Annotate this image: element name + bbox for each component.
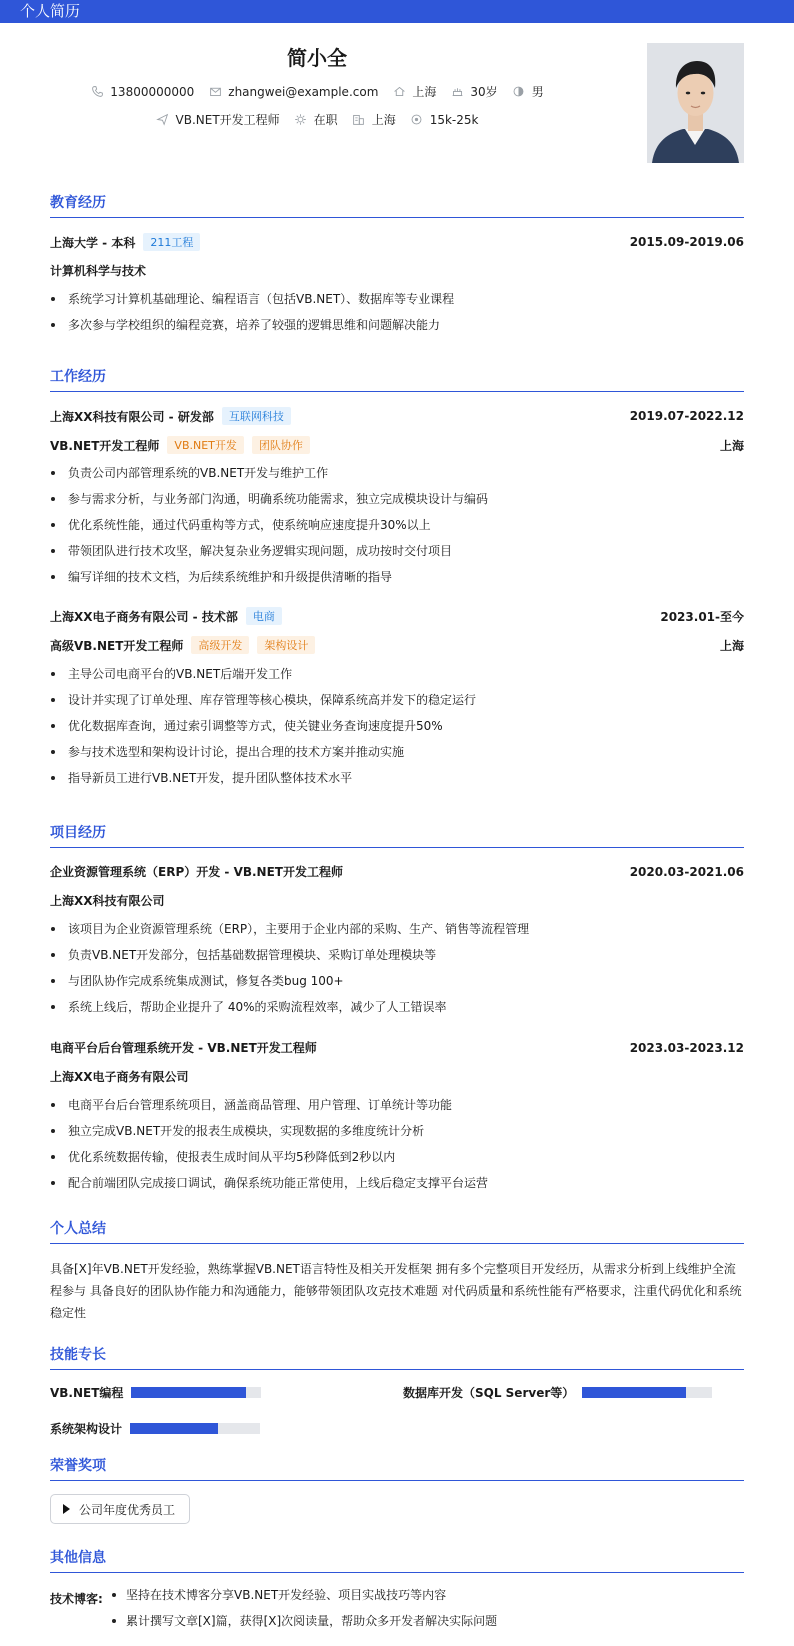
section-education-title: 教育经历 [50,192,744,218]
list-item: 累计撰写文章[X]篇，获得[X]次阅读量，帮助众多开发者解决实际问题 [108,1608,497,1634]
age-icon [450,85,464,99]
major: 计算机科学与技术 [50,264,147,278]
skill-tag: 团队协作 [252,436,310,454]
work-1-role-row [50,436,744,454]
section-work-title: 工作经历 [50,366,744,392]
skill-bar-fill [582,1387,686,1398]
city-value: 上海 [371,113,396,127]
list-item: 编写详细的技术文档，为后续系统维护和升级提供清晰的指导 [50,564,744,590]
status-value: 在职 [313,113,338,127]
skill-name: VB.NET编程 [50,1386,124,1400]
salary-value: 15k-25k [429,112,479,127]
phone-number: 13800000000 [110,84,195,99]
list-item: 多次参与学校组织的编程竞赛，培养了较强的逻辑思维和问题解决能力 [50,312,744,338]
window-title: 个人简历 [0,0,794,23]
phone-icon [90,85,104,99]
section-skills-title: 技能专长 [50,1344,744,1370]
home-icon [392,85,406,99]
phone-item [90,85,194,99]
section-other-title: 其他信息 [50,1547,744,1573]
skill-bar-fill [130,1423,218,1434]
project-2-header [50,1039,744,1056]
list-item: 设计并实现了订单处理、库存管理等核心模块，保障系统高并发下的稳定运行 [50,687,744,713]
list-item: 优化数据库查询，通过索引调整等方式，使关键业务查询速度提升50% [50,713,744,739]
list-item: 带领团队进行技术攻坚，解决复杂业务逻辑实现问题，成功按时交付项目 [50,538,744,564]
industry-tag: 电商 [246,607,282,625]
list-item: 指导新员工进行VB.NET开发，提升团队整体技术水平 [50,765,744,791]
education-major-row [50,262,744,279]
project-company: 上海XX电子商务有限公司 [50,1070,189,1084]
work-2-bullets [50,661,744,791]
skill-name: 数据库开发（SQL Server等） [403,1386,575,1400]
skill-tag: VB.NET开发 [167,436,243,454]
list-item: 参与技术选型和架构设计讨论，提出合理的技术方案并推动实施 [50,739,744,765]
work-date: 2023.01-至今 [660,609,744,624]
candidate-name: 简小全 [287,46,347,70]
industry-tag: 互联网科技 [222,407,291,425]
project-title: 企业资源管理系统（ERP）开发 - VB.NET开发工程师 [50,865,343,879]
skill-tag: 高级开发 [191,636,249,654]
other-list [108,1582,497,1634]
project-company: 上海XX科技有限公司 [50,894,165,908]
work-date: 2019.07-2022.12 [629,409,744,423]
skill-item [403,1384,712,1401]
award-label: 公司年度优秀员工 [79,1502,176,1517]
skill-name: 系统架构设计 [50,1422,123,1436]
other-label: 技术博客: [50,1592,103,1606]
project-2-company-row [50,1068,744,1085]
skill-bar [131,1387,261,1398]
list-item: 负责VB.NET开发部分，包括基础数据管理模块、采购订单处理模块等 [50,942,744,968]
project-date: 2020.03-2021.06 [629,864,744,879]
summary-text: 具备[X]年VB.NET开发经验，熟练掌握VB.NET语言特性及相关开发框架 拥有多个完整项目开发经历，从需求分析到上线维护全流程参与 具备良好的团队协作能力和沟通能力，能够带领团队攻克技术难题 对代码质量和系统性能有严格要求，注重代码优化和系统稳定性 [50,1262,742,1320]
profile-photo [647,43,744,163]
location-value: 上海 [412,85,437,99]
list-item: 系统学习计算机基础理论、编程语言（包括VB.NET）、数据库等专业课程 [50,286,744,312]
work-city: 上海 [719,438,744,453]
education-bullets [50,286,744,338]
list-item: 坚持在技术博客分享VB.NET开发经验、项目实战技巧等内容 [108,1582,497,1608]
city-item [352,111,396,128]
position-item [156,111,280,128]
list-item: 负责公司内部管理系统的VB.NET开发与维护工作 [50,460,744,486]
section-summary-title: 个人总结 [50,1218,744,1244]
mail-icon [208,85,222,99]
award-item[interactable] [50,1494,190,1524]
contact-info-row [0,83,634,100]
school-name: 上海大学 - 本科 [50,235,136,250]
work-role: 高级VB.NET开发工程师 [50,638,184,653]
list-item: 优化系统数据传输，使报表生成时间从平均5秒降低到2秒以内 [50,1144,744,1170]
position-value: VB.NET开发工程师 [175,113,280,127]
work-2-role-row [50,636,744,654]
skill-item [50,1420,260,1437]
salary-icon [410,113,424,127]
gender-icon [512,85,526,99]
project-2-bullets [50,1092,744,1196]
list-item: 优化系统性能，通过代码重构等方式，使系统响应速度提升30%以上 [50,512,744,538]
project-date: 2023.03-2023.12 [629,1040,744,1055]
skill-bar [582,1387,712,1398]
age-value: 30岁 [470,85,498,99]
work-company: 上海XX科技有限公司 - 研发部 [50,409,214,424]
salary-item [410,113,479,127]
project-1-bullets [50,916,744,1020]
list-item: 配合前端团队完成接口调试，确保系统功能正常使用，上线后稳定支撑平台运营 [50,1170,744,1196]
list-item: 该项目为企业资源管理系统（ERP），主要用于企业内部的采购、生产、销售等流程管理 [50,916,744,942]
building-icon [352,113,366,127]
job-info-row [0,111,634,128]
education-date: 2015.09-2019.06 [629,235,744,249]
list-item: 主导公司电商平台的VB.NET后端开发工作 [50,661,744,687]
skill-tag: 架构设计 [257,636,315,654]
list-item: 电商平台后台管理系统项目，涵盖商品管理、用户管理、订单统计等功能 [50,1092,744,1118]
project-title: 电商平台后台管理系统开发 - VB.NET开发工程师 [50,1041,317,1055]
location-item [392,83,436,100]
work-company: 上海XX电子商务有限公司 - 技术部 [50,609,238,624]
skill-item [50,1384,261,1401]
project-1-header [50,863,744,880]
list-item: 参与需求分析，与业务部门沟通，明确系统功能需求，独立完成模块设计与编码 [50,486,744,512]
gender-item [512,83,544,100]
project-1-company-row [50,892,744,909]
email-address: zhangwei@example.com [228,84,379,99]
list-item: 系统上线后，帮助企业提升了 40%的采购流程效率，减少了人工错误率 [50,994,744,1020]
skill-bar [130,1423,260,1434]
send-icon [156,113,170,127]
work-role: VB.NET开发工程师 [50,438,160,453]
gender-value: 男 [531,85,544,99]
section-awards-title: 荣誉奖项 [50,1455,744,1481]
list-item: 与团队协作完成系统集成测试，修复各类bug 100+ [50,968,744,994]
age-item [450,83,497,100]
section-projects-title: 项目经历 [50,822,744,848]
education-header [50,233,744,251]
work-2-header [50,607,744,625]
status-icon [294,113,308,127]
skill-bar-fill [131,1387,245,1398]
work-1-bullets [50,460,744,590]
play-icon [63,1504,70,1514]
status-item [294,111,338,128]
work-1-header [50,407,744,425]
email-item [208,85,378,99]
work-city: 上海 [719,638,744,653]
school-tag: 211工程 [143,233,200,251]
list-item: 独立完成VB.NET开发的报表生成模块，实现数据的多维度统计分析 [50,1118,744,1144]
